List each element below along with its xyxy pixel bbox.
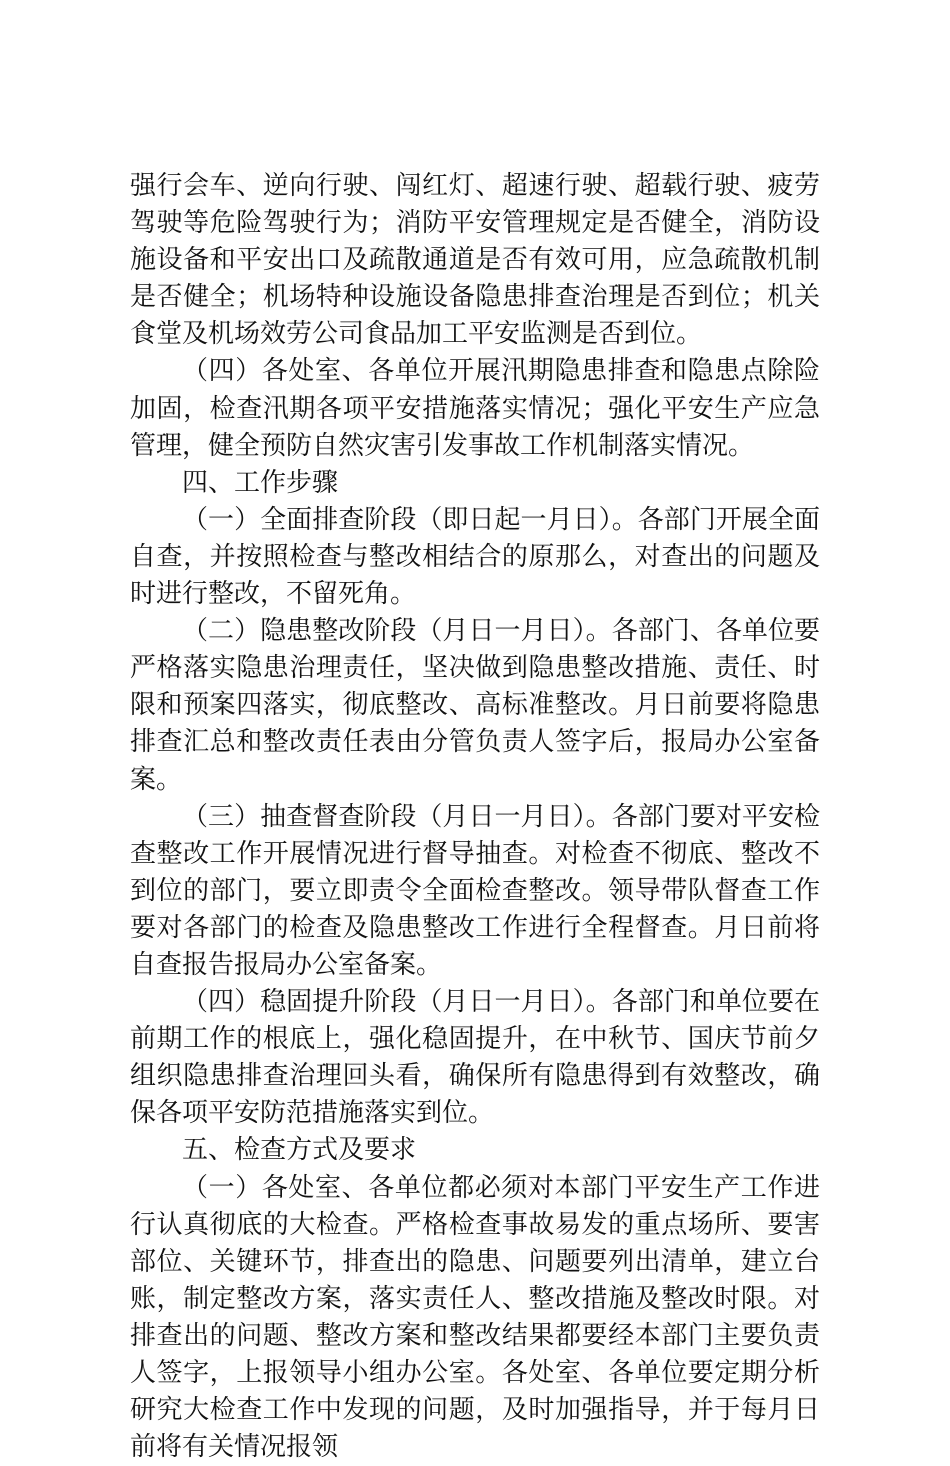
paragraph-method-1: （一）各处室、各单位都必须对本部门平安生产工作进行认真彻底的大检查。严格检查事故易发的重点场所、要害部位、关键环节，排查出的隐患、问题要列出清单，建立台账，制定整改方案，落实责任人、整改措施及整改时限。对排查出的问题、整改方案和整改结果都要经本部门主要负责人签字，上报领导小组办公室。各处室、各单位要定期分析研究大检查工作中发现的问题，及时加强指导，并于每月日前将有关情况报领 — [130, 1172, 820, 1463]
document-body — [130, 168, 820, 1466]
paragraph-continuation: 强行会车、逆向行驶、闯红灯、超速行驶、超载行驶、疲劳驾驶等危险驾驶行为；消防平安管理规定是否健全，消防设施设备和平安出口及疏散通道是否有效可用，应急疏散机制是否健全；机场特种设施设备隐患排查治理是否到位；机关食堂及机场效劳公司食品加工平安监测是否到位。 — [130, 171, 820, 350]
paragraph-step-1: （一）全面排查阶段（即日起一月日）。各部门开展全面自查，并按照检查与整改相结合的原那么，对查出的问题及时进行整改，不留死角。 — [130, 504, 820, 610]
paragraph-step-2: （二）隐患整改阶段（月日一月日）。各部门、各单位要严格落实隐患治理责任，坚决做到隐患整改措施、责任、时限和预案四落实，彻底整改、高标准整改。月日前要将隐患排查汇总和整改责任表由分管负责人签字后，报局办公室备案。 — [130, 616, 820, 795]
section-heading-work-steps: 四、工作步骤 — [182, 467, 339, 498]
paragraph-step-4: （四）稳固提升阶段（月日一月日）。各部门和单位要在前期工作的根底上，强化稳固提升，在中秋节、国庆节前夕组织隐患排查治理回头看，确保所有隐患得到有效整改，确保各项平安防范措施落实到位。 — [130, 987, 820, 1129]
paragraph-flood-inspection: （四）各处室、各单位开展汛期隐患排查和隐患点除险加固，检查汛期各项平安措施落实情况；强化平安生产应急管理，健全预防自然灾害引发事故工作机制落实情况。 — [130, 356, 820, 461]
paragraph-step-3: （三）抽查督查阶段（月日一月日）。各部门要对平安检查整改工作开展情况进行督导抽查。对检查不彻底、整改不到位的部门，要立即责令全面检查整改。领导带队督查工作要对各部门的检查及隐患整改工作进行全程督查。月日前将自查报告报局办公室备案。 — [130, 801, 820, 980]
section-heading-inspection-methods: 五、检查方式及要求 — [182, 1135, 417, 1166]
